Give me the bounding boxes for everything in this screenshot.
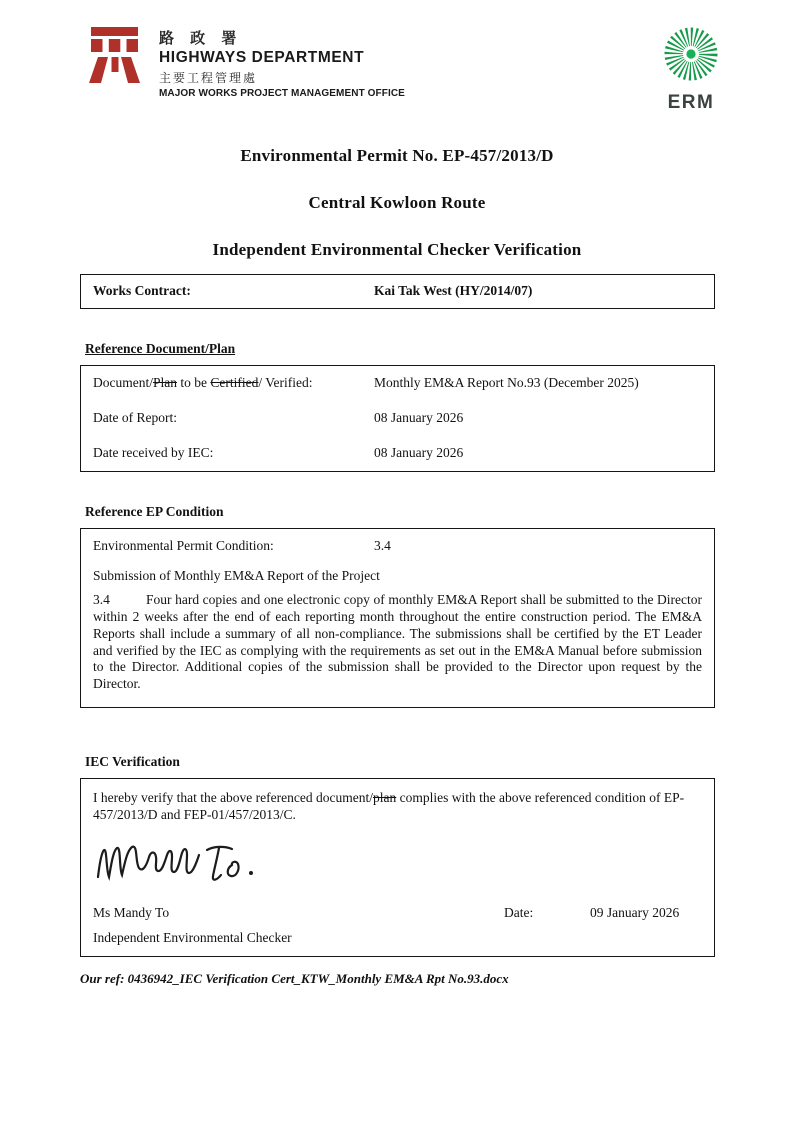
erm-logo-block: [660, 26, 722, 114]
signature: [91, 831, 714, 893]
reference-ep-condition-box: [80, 528, 715, 708]
permit-number-title: Environmental Permit No. EP-457/2013/D: [240, 146, 554, 165]
label-text: to be: [177, 374, 211, 390]
iec-verification-statement: [81, 779, 714, 824]
document-type-title: Independent Environmental Checker Verification: [212, 240, 582, 259]
clause-text: Four hard copies and one electronic copy of monthly EM&A Report shall be submitted to the Director within 2 weeks after the end of each reporting month throughout the entire construction period. The EM&A Reports shall include a summary of all non-compliance. The submissions shall be certified by the ET Leader and verified by the IEC as complying with the requirements as set out in the EM&A Manual before submission to the Director. Additional copies of the submission shall be provided to the Director upon request by the Director.: [93, 592, 702, 692]
statement-text: complies with the above referenced condition of EP-457/2013/D and FEP-01/457/2013/C.: [93, 789, 685, 823]
date-value: 09 January 2026: [590, 905, 680, 921]
office-name-chinese: 主要工程管理處: [159, 71, 258, 85]
ep-condition-subject: Submission of Monthly EM&A Report of the Project: [93, 568, 380, 584]
works-contract-box: [80, 274, 715, 309]
ep-condition-row: [81, 529, 714, 559]
works-contract-label: Works Contract:: [93, 283, 191, 298]
document-to-be-verified-label: [93, 375, 374, 392]
certificate-body: [80, 274, 715, 987]
highways-department-block: [88, 26, 405, 99]
date-received-value: 08 January 2026: [374, 444, 464, 460]
department-name-english: HIGHWAYS DEPARTMENT: [159, 49, 365, 66]
date-received-label: Date received by IEC:: [93, 444, 214, 460]
clause-number: 3.4: [93, 592, 110, 608]
our-ref-line: Our ref: 0436942_IEC Verification Cert_KTW_Monthly EM&A Rpt No.93.docx: [80, 971, 509, 987]
struck-word-certified: Certified: [210, 374, 259, 390]
document-to-be-verified-value: Monthly EM&A Report No.93 (December 2025): [374, 374, 639, 390]
document-to-be-verified-row: [81, 366, 714, 401]
struck-word-plan: Plan: [153, 374, 178, 390]
date-of-report-value: 08 January 2026: [374, 409, 464, 425]
signatory-name: Ms Mandy To: [93, 905, 170, 921]
works-contract-value: Kai Tak West (HY/2014/07): [374, 283, 533, 298]
ep-condition-value: 3.4: [374, 537, 391, 553]
date-of-report-label: Date of Report:: [93, 409, 177, 425]
document-titles: [0, 146, 794, 260]
date-received-row: [81, 436, 714, 471]
department-name-chinese: 路 政 署: [159, 30, 243, 47]
date-of-report-row: [81, 401, 714, 436]
highways-department-logo-icon: [88, 26, 146, 99]
page-header: [0, 26, 794, 114]
signatory-date-row: [81, 893, 714, 921]
project-title: Central Kowloon Route: [308, 193, 486, 212]
ep-condition-label: Environmental Permit Condition:: [93, 537, 274, 553]
reference-document-box: [80, 365, 715, 472]
signatory-title: Independent Environmental Checker: [93, 930, 292, 946]
iec-verification-heading: IEC Verification: [85, 753, 180, 769]
ep-condition-clause: [81, 584, 714, 706]
label-text: Document/: [93, 374, 153, 390]
erm-logo-icon: [660, 73, 722, 90]
date-label: Date:: [504, 905, 534, 921]
iec-verification-box: [80, 778, 715, 958]
department-name-block: [159, 26, 405, 99]
erm-logo-text: ERM: [667, 92, 715, 113]
label-text: / Verified:: [258, 374, 313, 390]
reference-document-heading: Reference Document/Plan: [85, 340, 236, 356]
statement-text: I hereby verify that the above referenced document/: [93, 789, 373, 805]
reference-ep-condition-heading: Reference EP Condition: [85, 503, 224, 519]
office-name-english: MAJOR WORKS PROJECT MANAGEMENT OFFICE: [159, 88, 405, 99]
works-contract-row: [81, 275, 714, 308]
struck-word-plan: plan: [373, 789, 397, 805]
